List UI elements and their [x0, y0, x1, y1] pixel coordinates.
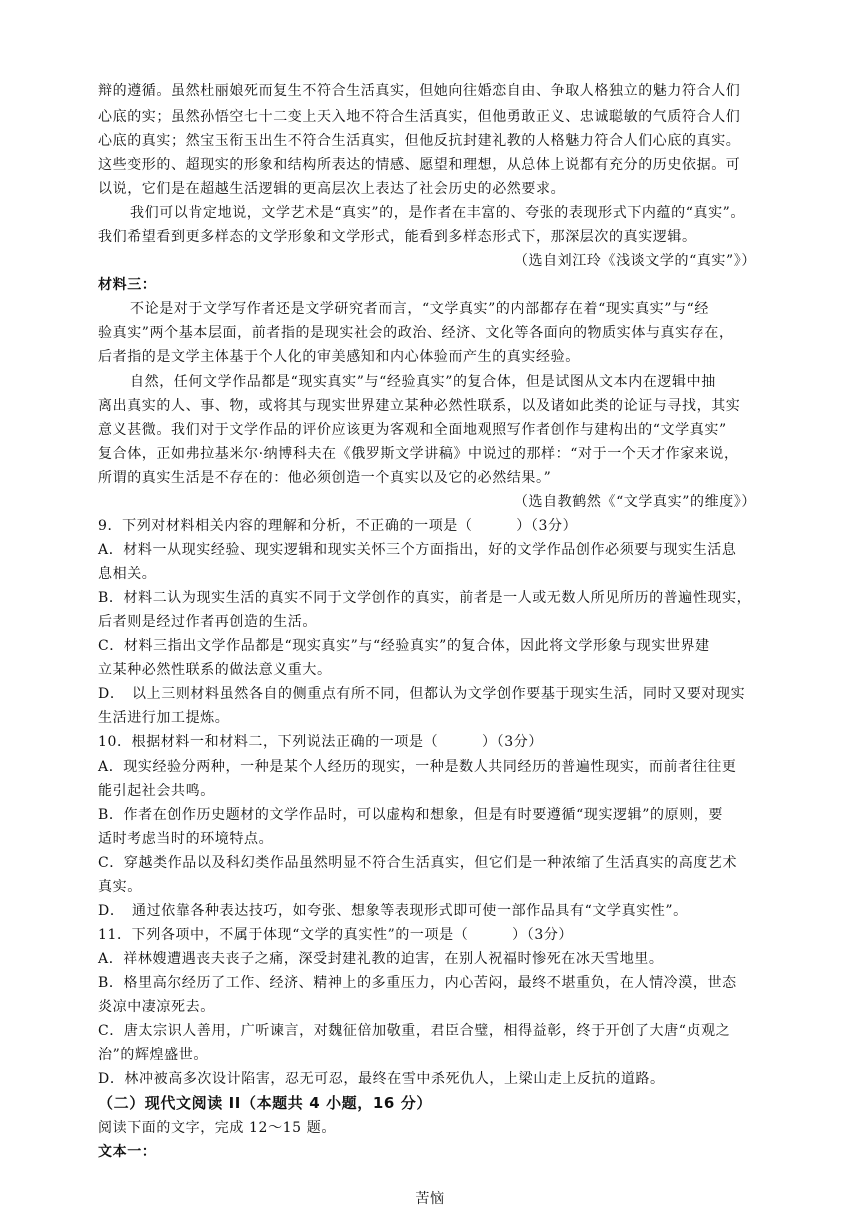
option-line: A．祥林嫂遭遇丧夫丧子之痛，深受封建礼教的迫害，在别人祝福时惨死在冰天雪地里。	[98, 951, 664, 967]
option-line: 生活进行加工提炼。	[98, 710, 230, 726]
option-line: 息相关。	[98, 566, 157, 582]
passage-title: 苦恼	[415, 1191, 445, 1207]
option-line: C．穿越类作品以及科幻类作品虽然明显不符合生活真实，但它们是一种浓缩了生活真实的高度艺术	[98, 855, 738, 871]
text-line: 我们希望看到更多样态的文学形象和文学形式，能看到多样态形式下，那深层次的真实逻辑。	[98, 229, 697, 245]
section-heading: 材料三：	[98, 277, 157, 293]
option-line: 立某种必然性联系的做法意义重大。	[98, 662, 332, 678]
text-line: 以说，它们是在超越生活逻辑的更高层次上表达了社会历史的必然要求。	[98, 181, 566, 197]
text-line: 后者指的是文学主体基于个人化的审美感知和内心体验而产生的真实经验。	[98, 349, 580, 365]
option-line: 真实。	[98, 879, 142, 895]
option-line: 后者则是经过作者再创造的生活。	[98, 614, 317, 630]
instruction-line: 阅读下面的文字，完成 12～15 题。	[98, 1120, 336, 1136]
option-line: D． 以上三则材料虽然各自的侧重点有所不同，但都认为文学创作要基于现实生活，同时又要对现实	[98, 686, 746, 702]
text-label: 文本一：	[98, 1144, 157, 1160]
question-9: 9．下列对材料相关内容的理解和分析，不正确的一项是（ ）（3分）	[98, 518, 578, 534]
text-line: 我们可以肯定地说，文学艺术是“真实”的，是作者在丰富的、夸张的表现形式下内蕴的“真实”。	[130, 205, 746, 221]
text-line: 离出真实的人、事、物，或将其与现实世界建立某种必然性联系，以及诸如此类的论证与寻找，其实	[98, 398, 741, 414]
text-line: 这些变形的、超现实的形象和结构所表达的情感、愿望和理想，从总体上说都有充分的历史依据。可	[98, 157, 741, 173]
text-line: 辩的遵循。虽然杜丽娘死而复生不符合生活真实，但她向往婚恋自由、争取人格独立的魅力符合人们	[98, 83, 741, 99]
option-line: B．材料二认为现实生活的真实不同于文学创作的真实，前者是一人或无数人所见所历的普遍性现实，	[98, 590, 752, 606]
option-line: 炎凉中凄凉死去。	[98, 999, 215, 1015]
option-line: D．林冲被高多次设计陷害，忍无可忍，最终在雪中杀死仇人，上梁山走上反抗的道路。	[98, 1071, 665, 1087]
option-line: C．材料三指出文学作品都是“现实真实”与“经验真实”的复合体，因此将文学形象与现实世界建	[98, 638, 710, 654]
text-line: 心底的实；虽然孙悟空七十二变上天入地不符合生活真实，但他勇敢正义、忠诚聪敏的气质符合人们	[98, 109, 741, 125]
option-line: A．现实经验分两种，一种是某个人经历的现实，一种是数人共同经历的普遍性现实，而前者往往更	[98, 759, 737, 775]
text-line: 所谓的真实生活是不存在的：他必须创造一个真实以及它的必然结果。”	[98, 470, 552, 486]
text-line: 验真实”两个基本层面，前者指的是现实社会的政治、经济、文化等各面向的物质实体与真实存在，	[98, 325, 734, 341]
option-line: C．唐太宗识人善用，广听谏言，对魏征倍加敬重，君臣合璧，相得益彰，终于开创了大唐“贞观之	[98, 1023, 731, 1039]
section-heading: （二）现代文阅读 II（本题共 4 小题，16 分）	[98, 1094, 432, 1112]
text-line: 心底的真实；然宝玉衔玉出生不符合生活真实，但他反抗封建礼教的人格魅力符合人们心底的真实。	[98, 133, 741, 149]
question-10: 10．根据材料一和材料二，下列说法正确的一项是（ ）（3分）	[98, 734, 543, 750]
text-line: 不论是对于文学写作者还是文学研究者而言，“文学真实”的内部都存在着“现实真实”与“经	[130, 301, 709, 317]
source-citation: （选自刘江玲《浅谈文学的“真实”》）	[513, 253, 756, 269]
option-line: A．材料一从现实经验、现实逻辑和现实关怀三个方面指出，好的文学作品创作必须要与现实生活息	[98, 542, 737, 558]
text-line: 自然，任何文学作品都是“现实真实”与“经验真实”的复合体，但是试图从文本内在逻辑中抽	[130, 374, 716, 390]
text-line: 意义甚微。我们对于文学作品的评价应该更为客观和全面地观照写作者创作与建构出的“文学真实”	[98, 422, 727, 438]
option-line: B．格里高尔经历了工作、经济、精神上的多重压力，内心苦闷，最终不堪重负，在人情冷漠，世态	[98, 975, 737, 991]
option-line: B．作者在创作历史题材的文学作品时，可以虚构和想象，但是有时要遵循“现实逻辑”的原则，要	[98, 807, 723, 823]
source-citation: （选自教鹤然《“文学真实”的维度》）	[513, 494, 756, 510]
question-11: 11．下列各项中，不属于体现“文学的真实性”的一项是（ ）（3分）	[98, 927, 574, 943]
option-line: D． 通过依靠各种表达技巧，如夸张、想象等表现形式即可使一部作品具有“文学真实性”。	[98, 903, 688, 919]
option-line: 适时考虑当时的环境特点。	[98, 831, 274, 847]
option-line: 能引起社会共鸣。	[98, 783, 215, 799]
text-line: 复合体，正如弗拉基米尔·纳博科夫在《俄罗斯文学讲稿》中说过的那样：“对于一个天才作家来说，	[98, 446, 739, 462]
option-line: 治”的辉煌盛世。	[98, 1047, 208, 1063]
